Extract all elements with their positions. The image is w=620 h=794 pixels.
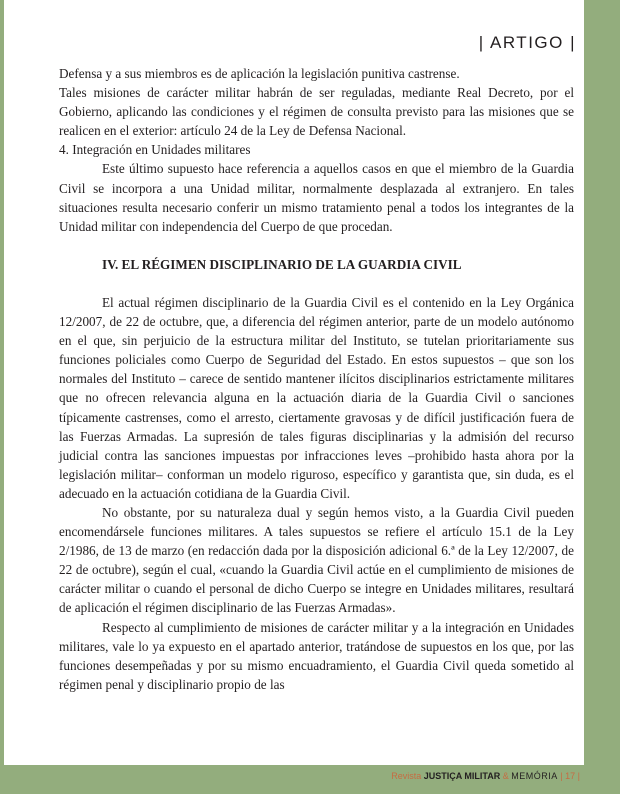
section-heading: IV. EL RÉGIMEN DISCIPLINARIO DE LA GUARDIA CIVIL [102,256,462,272]
paragraph: Respecto al cumplimiento de misiones de carácter militar y a la integración en Unidades militares, vale lo ya expuesto en el apartado anterior, tratándose de supuestos en los que, por las funciones desempeñadas y por su mismo encuadramiento, el Guardia Civil queda sometido al régimen penal y disciplinario propio de las [59,619,574,692]
footer-revista: Revista [391,771,422,781]
paragraph: Defensa y a sus miembros es de aplicación la legislación punitiva castrense. [59,66,460,81]
page-frame-right [584,0,620,794]
footer-memoria: MEMÓRIA [511,771,558,781]
paragraph: El actual régimen disciplinario de la Guardia Civil es el contenido en la Ley Orgánica 12/2007, de 22 de octubre, que, a diferencia del régimen anterior, parte de un modelo autónomo en el que, sin perjuicio de la estructura militar del Instituto, se tutelan prioritariamente sus funciones policiales como Cuerpo de Seguridad del Estado. En estos supuestos – que son los normales del Instituto – carece de sentido mantener ilícitos disciplinarios estrictamente militares que no ofrecen relevancia alguna en la actuación diaria de la Guardia Civil o sanciones típicamente castrenses, como el arresto, ciertamente gravosas y de difícil justificación fuera de las Fuerzas Armadas. La supresión de tales figuras disciplinarias y la admisión del recurso judicial contra las sanciones impuestas por infracciones leves –prohibido hasta ahora por la legislación militar– conforman un modelo riguroso, específico y garantista que, sin duda, es el adecuado en la actuación cotidiana de la Guardia Civil. [59,294,574,501]
paragraph: Este último supuesto hace referencia a aquellos casos en que el miembro de la Guardia Civil se incorpora a una Unidad militar, normalmente desplazada al extranjero. En tales situaciones resulta necesario conferir un mismo tratamiento penal a todos los integrantes de la Unidad militar con independencia del Cuerpo de que procedan. [59,161,574,234]
page-footer [391,771,580,781]
footer-ampersand: & [502,771,509,781]
page-frame-left [0,0,4,794]
subsection-heading: 4. Integración en Unidades militares [59,142,251,158]
paragraph: Tales misiones de carácter militar habrán de ser reguladas, mediante Real Decreto, por el Gobierno, aplicando las condiciones y el régimen de consulta previsto para las misiones que se realicen en el exterior: artículo 24 de la Ley de Defensa Nacional. [59,85,574,139]
page-number: | 17 | [560,771,580,781]
section-tag: | ARTIGO | [478,33,576,52]
footer-title: JUSTIÇA MILITAR [423,771,501,781]
paragraph: No obstante, por su naturaleza dual y según hemos visto, a la Guardia Civil pueden encomendársele funciones militares. A tales supuestos se refiere el artículo 15.1 de la Ley 2/1986, de 13 de marzo (en redacción dada por la disposición adicional 6.ª de la Ley 12/2007, de 22 de octubre), según el cual, «cuando la Guardia Civil actúe en el cumplimiento de misiones de carácter militar o cuando el personal de dicho Cuerpo se integre en Unidades militares, resultará de aplicación el régimen disciplinario de las Fuerzas Armadas». [59,504,574,616]
article-body [59,64,574,694]
